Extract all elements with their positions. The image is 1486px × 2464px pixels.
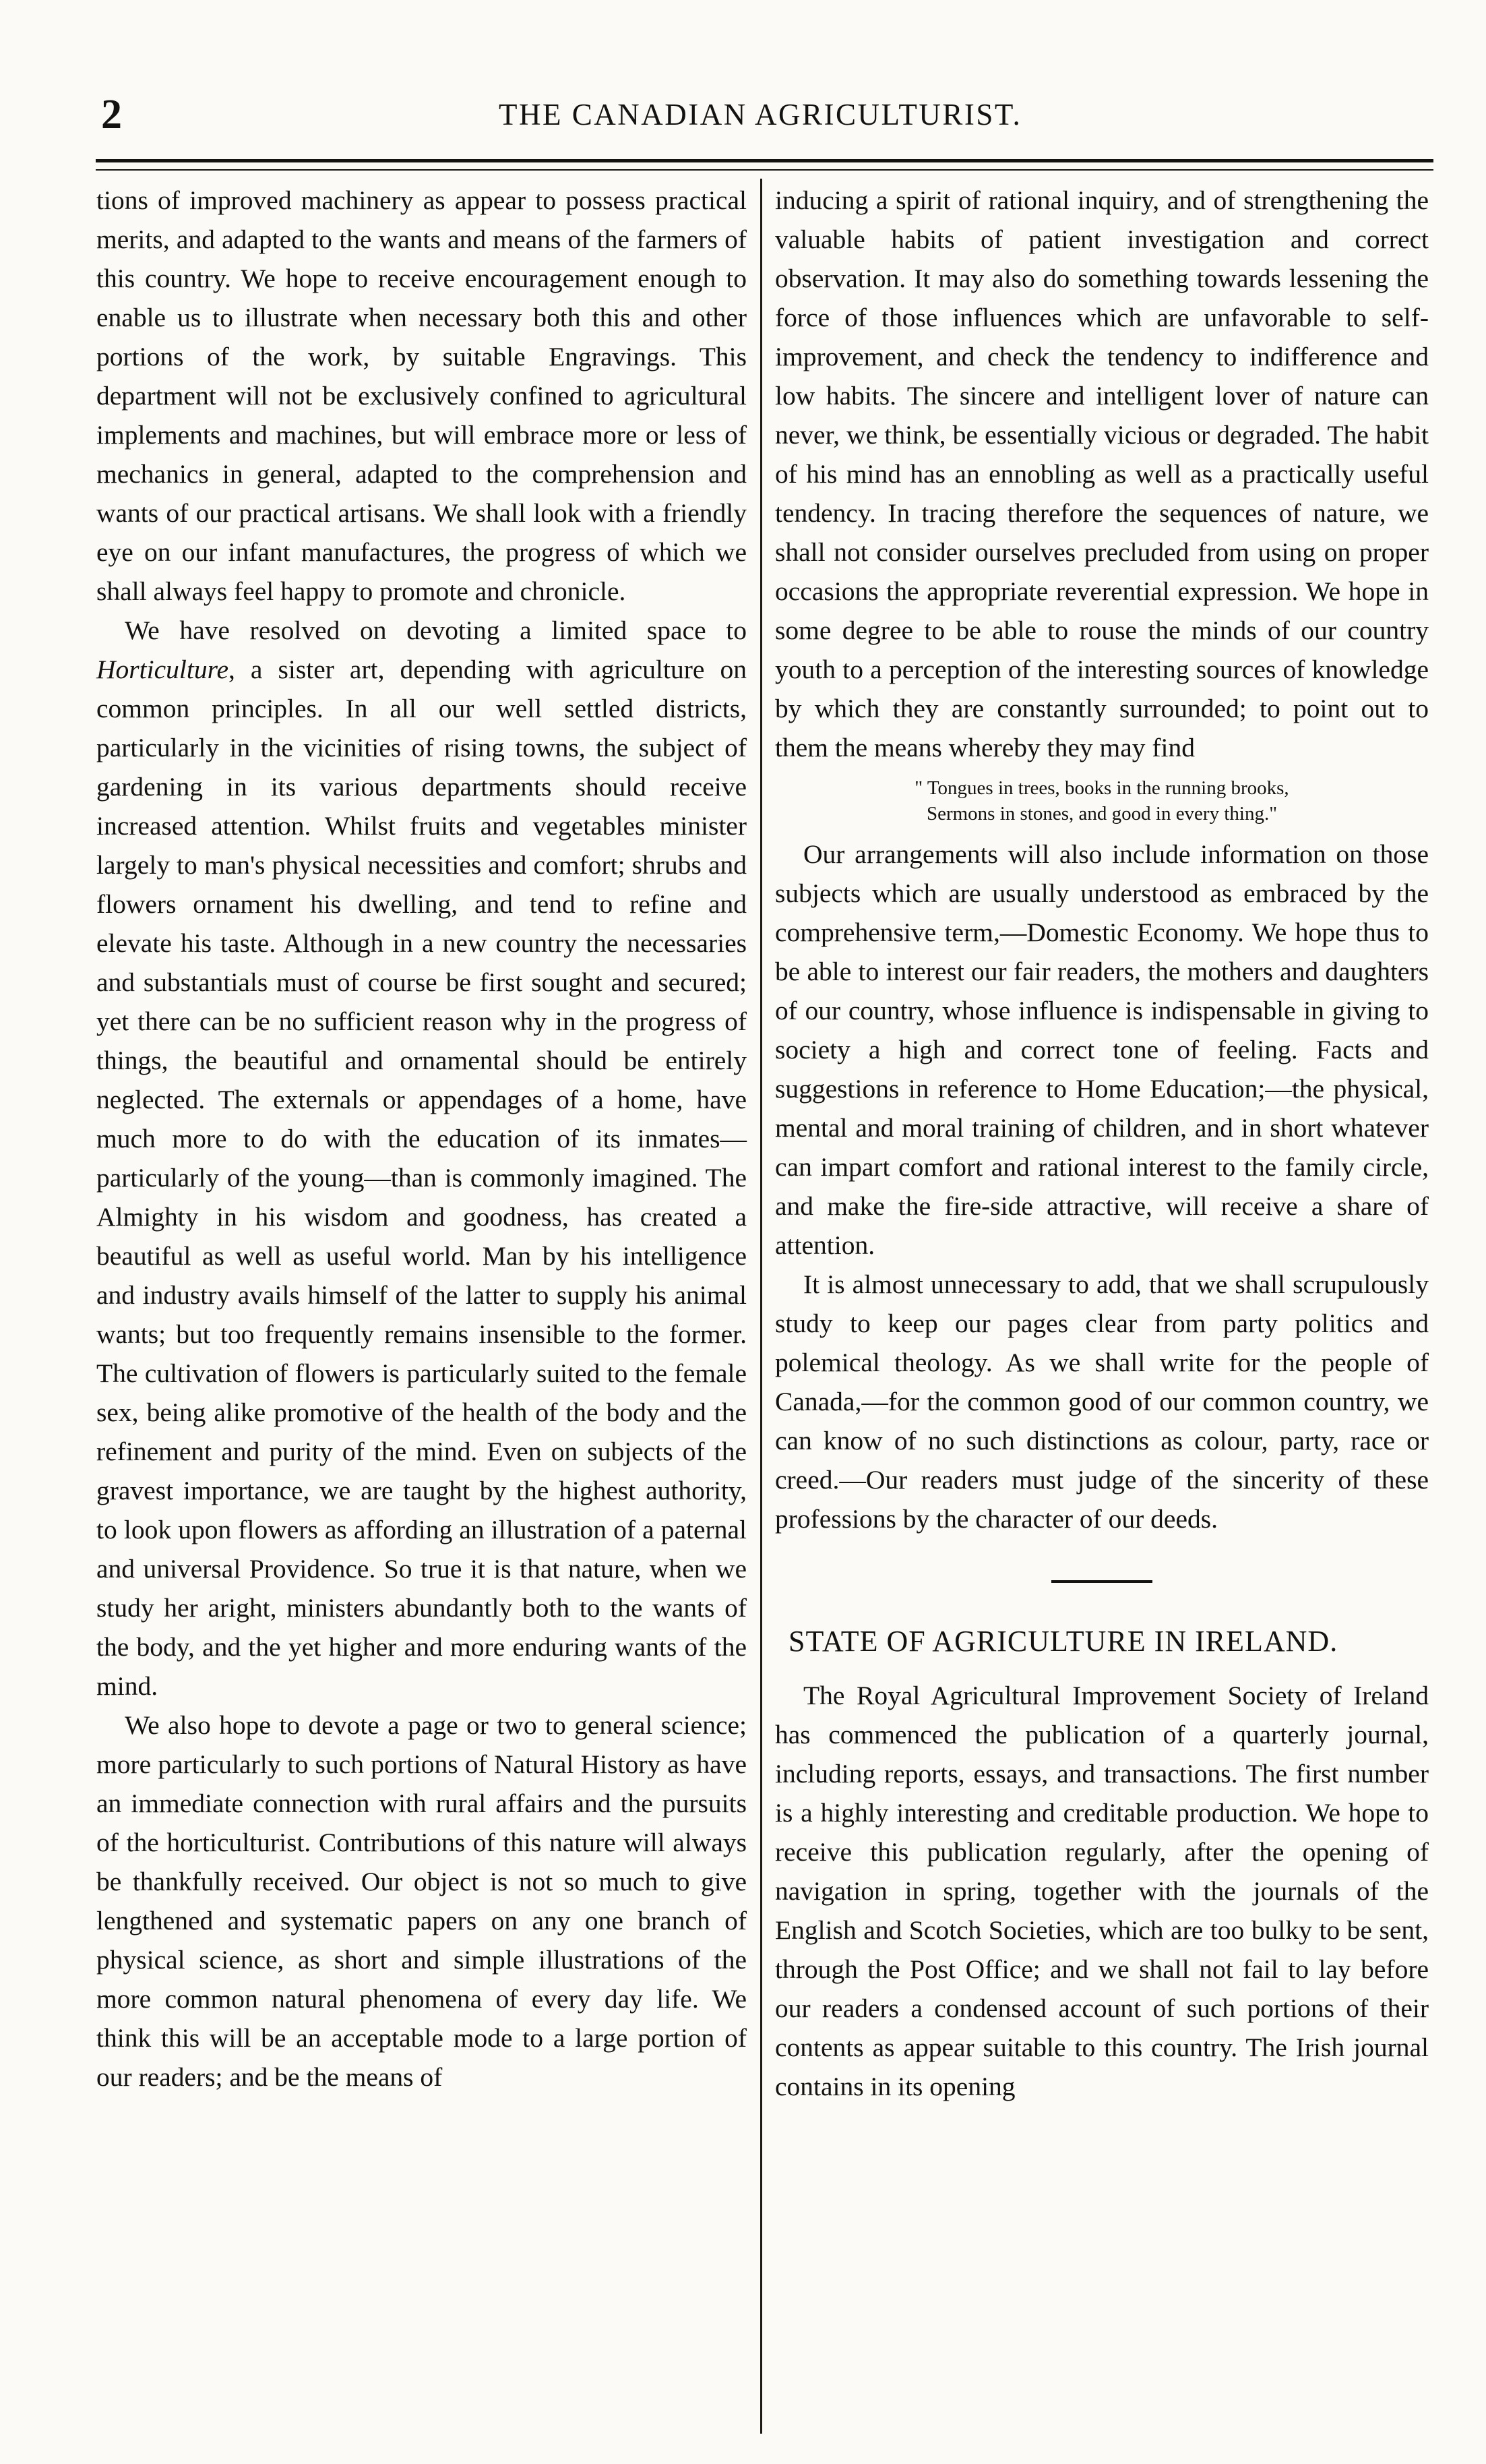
right-paragraph-1: inducing a spirit of rational inquiry, and of strengthening the valuable habits of patient investigation and correct observation. It may also do something towards lessening the force of those influences which are unfavorable to self-improvement, and check the tendency to indifference and low habits. The sincere and intelligent lover of nature can never, we think, be essentially vicious or degraded. The habit of his mind has an ennobling as well as a practically useful tendency. In tracing therefore the sequences of nature, we shall not consider ourselves precluded from using on proper occasions the appropriate reverential expression. We hope in some degree to be able to rouse the minds of our country youth to a perception of the interesting sources of knowledge by which they are constantly surrounded; to point out to them the means whereby they may find <box>775 185 1429 762</box>
section-title: STATE OF AGRICULTURE IN IRELAND. <box>788 1625 1338 1658</box>
page-number: 2 <box>101 92 122 138</box>
horticulture-term: Horticulture <box>96 655 229 684</box>
left-paragraph-3: We also hope to devote a page or two to general science; more particularly to such portions of Natural History as have an immediate connection with rural affairs and the pursuits of the horticulturist. Contributions of this nature will always be thankfully received. Our object is not so much to give lengthened and systematic papers on any one branch of physical science, as short and simple illustrations of the more common natural phenomena of every day life. We think this will be an acceptable mode to a large portion of our readers; and be the means of <box>96 1710 747 2092</box>
quotation-block <box>775 775 1429 827</box>
right-paragraph-3: It is almost unnecessary to add, that we shall scrupulously study to keep our pages clear from party politics and polemical theology. As we shall write for the people of Canada,—for the common good of our common country, we can know of no such distinctions as colour, party, race or creed.—Our readers must judge of the sincerity of these professions by the character of our deeds. <box>775 1269 1429 1534</box>
header-rule-thick <box>96 159 1433 162</box>
left-paragraph-2-body: , a sister art, depending with agriculture on common principles. In all our well settled districts, particularly in the vicinities of rising towns, the subject of gardening in its various departments should receive increased attention. Whilst fruits and vegetables minister largely to man's physical necessities and comfort; shrubs and flowers ornament his dwelling, and tend to refine and elevate his taste. Although in a new country the necessaries and substantials must of course be first sought and secured; yet there can be no sufficient reason why in the progress of things, the beautiful and ornamental should be entirely neglected. The externals or appendages of a home, have much more to do with the education of its inmates—particularly of the young—than is commonly imagined. The Almighty in his wisdom and goodness, has created a beautiful as well as useful world. Man by his intelligence and industry avails himself of the latter to supply his animal wants; but too frequently remains insensible to the former. The cultivation of flowers is particularly suited to the female sex, being alike promotive of the health of the body and the refinement and purity of the mind. Even on subjects of the gravest importance, we are taught by the highest authority, to look upon flowers as affording an illustration of a paternal and universal Providence. So true it is that nature, when we study her aright, ministers abundantly both to the wants of the body, and the yet higher and more enduring wants of the mind. <box>96 655 747 1701</box>
right-paragraph-4: The Royal Agricultural Improvement Society of Ireland has commenced the publication of a quarterly journal, including reports, essays, and transactions. The first number is a highly interesting and creditable production. We hope to receive this publication regularly, after the opening of navigation in spring, together with the journals of the English and Scotch Societies, which are too bulky to be sent, through the Post Office; and we shall not fail to lay before our readers a condensed account of such portions of their contents as appear suitable to this country. The Irish journal contains in its opening <box>775 1681 1429 2101</box>
column-divider <box>760 179 762 2434</box>
left-column <box>96 181 747 2097</box>
left-paragraph-1: tions of improved machinery as appear to possess practical merits, and adapted to the wants and means of the farmers of this country. We hope to receive encouragement enough to enable us to illustrate when necessary both this and other portions of the work, by suitable Engravings. This department will not be exclusively confined to agricultural implements and machines, but will embrace more or less of mechanics in general, adapted to the comprehension and wants of our practical artisans. We shall look with a friendly eye on our infant manufactures, the progress of which we shall always feel happy to promote and chronicle. <box>96 185 747 606</box>
page-header <box>101 84 1415 145</box>
left-paragraph-2-lead: We have resolved on devoting a limited space to <box>125 615 747 645</box>
quotation-line-2: Sermons in stones, and good in every thing." <box>926 803 1278 824</box>
section-divider <box>1051 1580 1152 1583</box>
right-column <box>775 181 1429 2106</box>
right-paragraph-2: Our arrangements will also include information on those subjects which are usually understood as embraced by the comprehensive term,—Domestic Economy. We hope thus to be able to interest our fair readers, the mothers and daughters of our country, whose influence is indispensable in giving to society a high and correct tone of feeling. Facts and suggestions in reference to Home Education;—the physical, mental and moral training of children, and in short whatever can impart comfort and rational interest to the family circle, and make the fire-side attractive, will receive a share of attention. <box>775 839 1429 1260</box>
quotation-line-1: " Tongues in trees, books in the running brooks, <box>915 777 1289 799</box>
left-paragraph-2 <box>96 611 747 1706</box>
running-title: THE CANADIAN AGRICULTURIST. <box>499 98 1022 131</box>
header-rule-thin <box>96 169 1433 171</box>
